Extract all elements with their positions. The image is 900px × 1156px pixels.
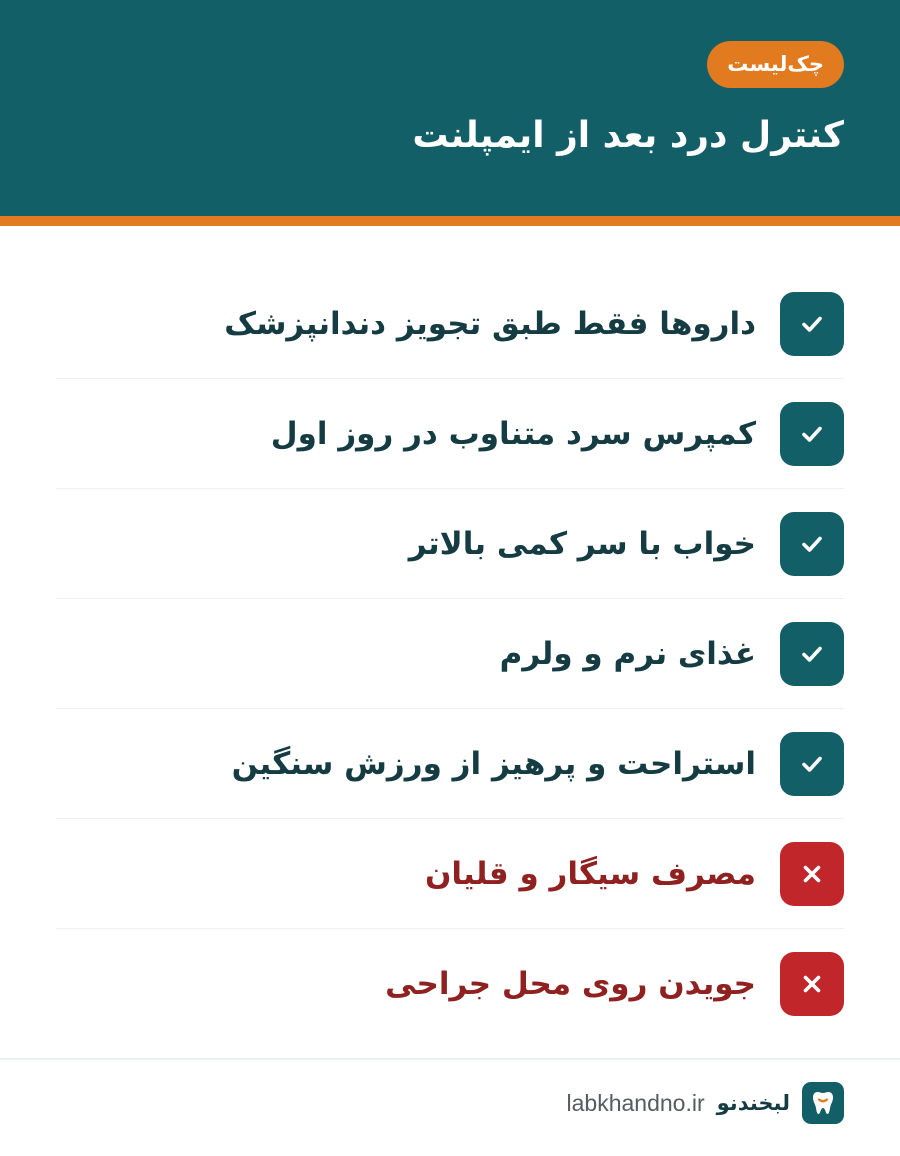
checklist-item: [56, 929, 844, 1039]
check-icon: [780, 292, 844, 356]
checklist-item-label: خواب با سر کمی بالاتر: [408, 526, 756, 562]
cross-icon: [780, 842, 844, 906]
checklist-item-label: غذای نرم و ولرم: [499, 636, 756, 672]
footer: [567, 1082, 844, 1124]
check-icon: [780, 622, 844, 686]
checklist-item: [56, 599, 844, 709]
checklist-item: [56, 269, 844, 379]
checklist-item: [56, 709, 844, 819]
checklist-item-label: مصرف سیگار و قلیان: [424, 856, 756, 892]
checklist-item-label: جویدن روی محل جراحی: [385, 966, 756, 1002]
brand-name: لبخندنو: [716, 1091, 790, 1115]
cross-icon: [780, 952, 844, 1016]
checklist-item: [56, 819, 844, 929]
checklist-badge: چک‌لیست: [707, 41, 844, 88]
header-accent-stripe: [0, 216, 900, 226]
checklist-item-label: کمپرس سرد متناوب در روز اول: [270, 416, 756, 452]
checklist: [56, 269, 844, 1039]
footer-divider: [0, 1058, 900, 1060]
page-title: کنترل درد بعد از ایمپلنت: [412, 115, 844, 156]
checklist-item-label: استراحت و پرهیز از ورزش سنگین: [231, 746, 756, 782]
checklist-item: [56, 489, 844, 599]
check-icon: [780, 512, 844, 576]
check-icon: [780, 732, 844, 796]
header-banner: [0, 0, 900, 216]
checklist-item-label: داروها فقط طبق تجویز دندانپزشک: [224, 306, 756, 342]
website-url[interactable]: labkhandno.ir: [566, 1089, 705, 1116]
tooth-icon: [802, 1082, 844, 1124]
checklist-item: [56, 379, 844, 489]
check-icon: [780, 402, 844, 466]
